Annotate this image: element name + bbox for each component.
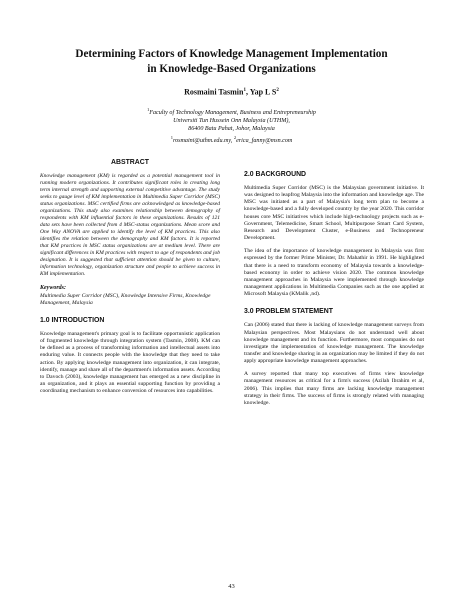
keywords-heading: Keywords: [40, 285, 66, 291]
email-1: rosmaini@uthm.edu.my, [172, 137, 233, 144]
affiliation-line-1 [100, 106, 363, 117]
intro-text: Knowledge management's primary goal is to facilitate opportunistic application of fragmented knowledge through integration system (Tasmin, 2008). KM can be defined as a process of transforming information and intellectual assets into enduring value. It connects people with the knowledge that they need to take action. By applying knowledge management into organization, it can integrate, identify, manage and share all of the department's information assets. According to Davoch (2003), knowledge management has emerged as a new discipline in an organization, and it plays an essential supporting function by providing a coordinating mechanism to enhance conversion of resources into capabilities. [40, 330, 220, 395]
abstract-heading: ABSTRACT [111, 159, 149, 166]
author-separator: , [245, 87, 250, 97]
email-sup-1: 1 [170, 134, 173, 140]
abstract-text: Knowledge management (KM) is regarded as a potential management tool in running modern organizations. It contributes significant roles in creating long term internal strength and supporting external competitive advantage. The study seeks to gauge level of KM implementation in Multimedia Super Corridor (MSC) status organizations. MSC certified firms are acknowledged as knowledge-based organizations. This study also examines relationship between demography of respondents with KM influential factors in these organizations. Results of 121 data sets have been collected from 4 MSC-status organizations. Mean score and One Way ANOVA are applied to identify the level of KM practices. This also identifies the relation between the demography and KM factors. It is reported that KM practices in MSC status organizations are at medium level. There are significant differences in KM practices with respect to age of respondents and job designation. It is suggested that sufficient attention should be given to culture, information technology, organization structure and people to achieve success in KM implementation. [40, 173, 220, 277]
affiliation-sup-1: 1 [147, 107, 150, 112]
background-heading: 2.0 BACKGROUND [244, 171, 307, 178]
page-number: 43 [228, 583, 235, 590]
intro-section [40, 316, 220, 395]
background-para-1: Multimedia Super Corridor (MSC) is the Malaysian government initiative. It was designed to leapfrog Malaysia into the information and knowledge age. The MSC was initiated as a part of Malaysia's long term plan to become a knowledge-based and a fully developed country by the year 2020. This corridor houses core MSC initiatives which include high-technology projects such as e-Government, Telemedicine, Smart School, Multipurpose Smart Card System, Research and Development Cluster, e-Business and Technopreneur Development. [244, 185, 424, 242]
affiliation-line-2: Universiti Tun Hussein Onn Malaysia (UTHM), [173, 118, 290, 125]
email-sup-2: 2 [233, 134, 237, 140]
affiliation-block [100, 106, 363, 145]
author-1-name: Rosmaini Tasmin [184, 87, 244, 97]
affiliation-emails [100, 134, 363, 145]
author-1-sup: 1 [243, 88, 246, 93]
right-column [244, 170, 424, 407]
background-para-2: The idea of the importance of knowledge management in Malaysia was first expressed by the former Prime Minister, Dr. Mahathir in 1991. He highlighted that there is a need to transform economy of Malaysia towards a knowledge-based economy in order to achieve vision 2020. The common knowledge management approaches in Malaysia were implemented through knowledge management applications in Multimedia Companies such as the one applied at Microsoft Malaysia (KMalik ,nd). [244, 248, 424, 298]
left-column [40, 158, 220, 395]
problem-section [244, 307, 424, 407]
title-line-1: Determining Factors of Knowledge Management Implementation [75, 48, 388, 60]
affiliation-faculty: Faculty of Technology Management, Business and Entrepreneurship [149, 110, 316, 117]
keywords-text: Multimedia Super Corridor (MSC), Knowledge Intensive Firms, Knowledge Management, Malaysia [40, 292, 211, 306]
problem-para-2: A survey reported that many top executives of firms view knowledge management resources as critical for a firm's success (Azilah Ibrahim et al, 2006). This implies that many firms are lacking knowledge management strategy in their firms. The success of firms is strongly related with managing knowledge. [244, 371, 424, 406]
title-line-2: in Knowledge-Based Organizations [147, 63, 316, 75]
author-2-name: Yap L S [249, 87, 277, 97]
paper-title [40, 47, 423, 77]
intro-heading: 1.0 INTRODUCTION [40, 316, 105, 324]
author-2-sup: 2 [276, 88, 279, 93]
affiliation-line-3: 86400 Batu Pahat, Johor, Malaysia [188, 126, 275, 133]
email-2: erica_fanny@msn.com [236, 137, 293, 144]
problem-para-1: Can (2006) stated that there is lacking of knowledge management surveys from Malaysian perspectives. Most Malaysians do not understand well about knowledge management and its function. Furthermore, most companies do not investigate the implementation of knowledge management. The knowledge transfer and knowledge sharing in an organization may be limited if they do not apply appropriate knowledge management approaches. [244, 322, 424, 365]
author-line [60, 86, 403, 98]
problem-heading: 3.0 PROBLEM STATEMENT [244, 308, 333, 316]
